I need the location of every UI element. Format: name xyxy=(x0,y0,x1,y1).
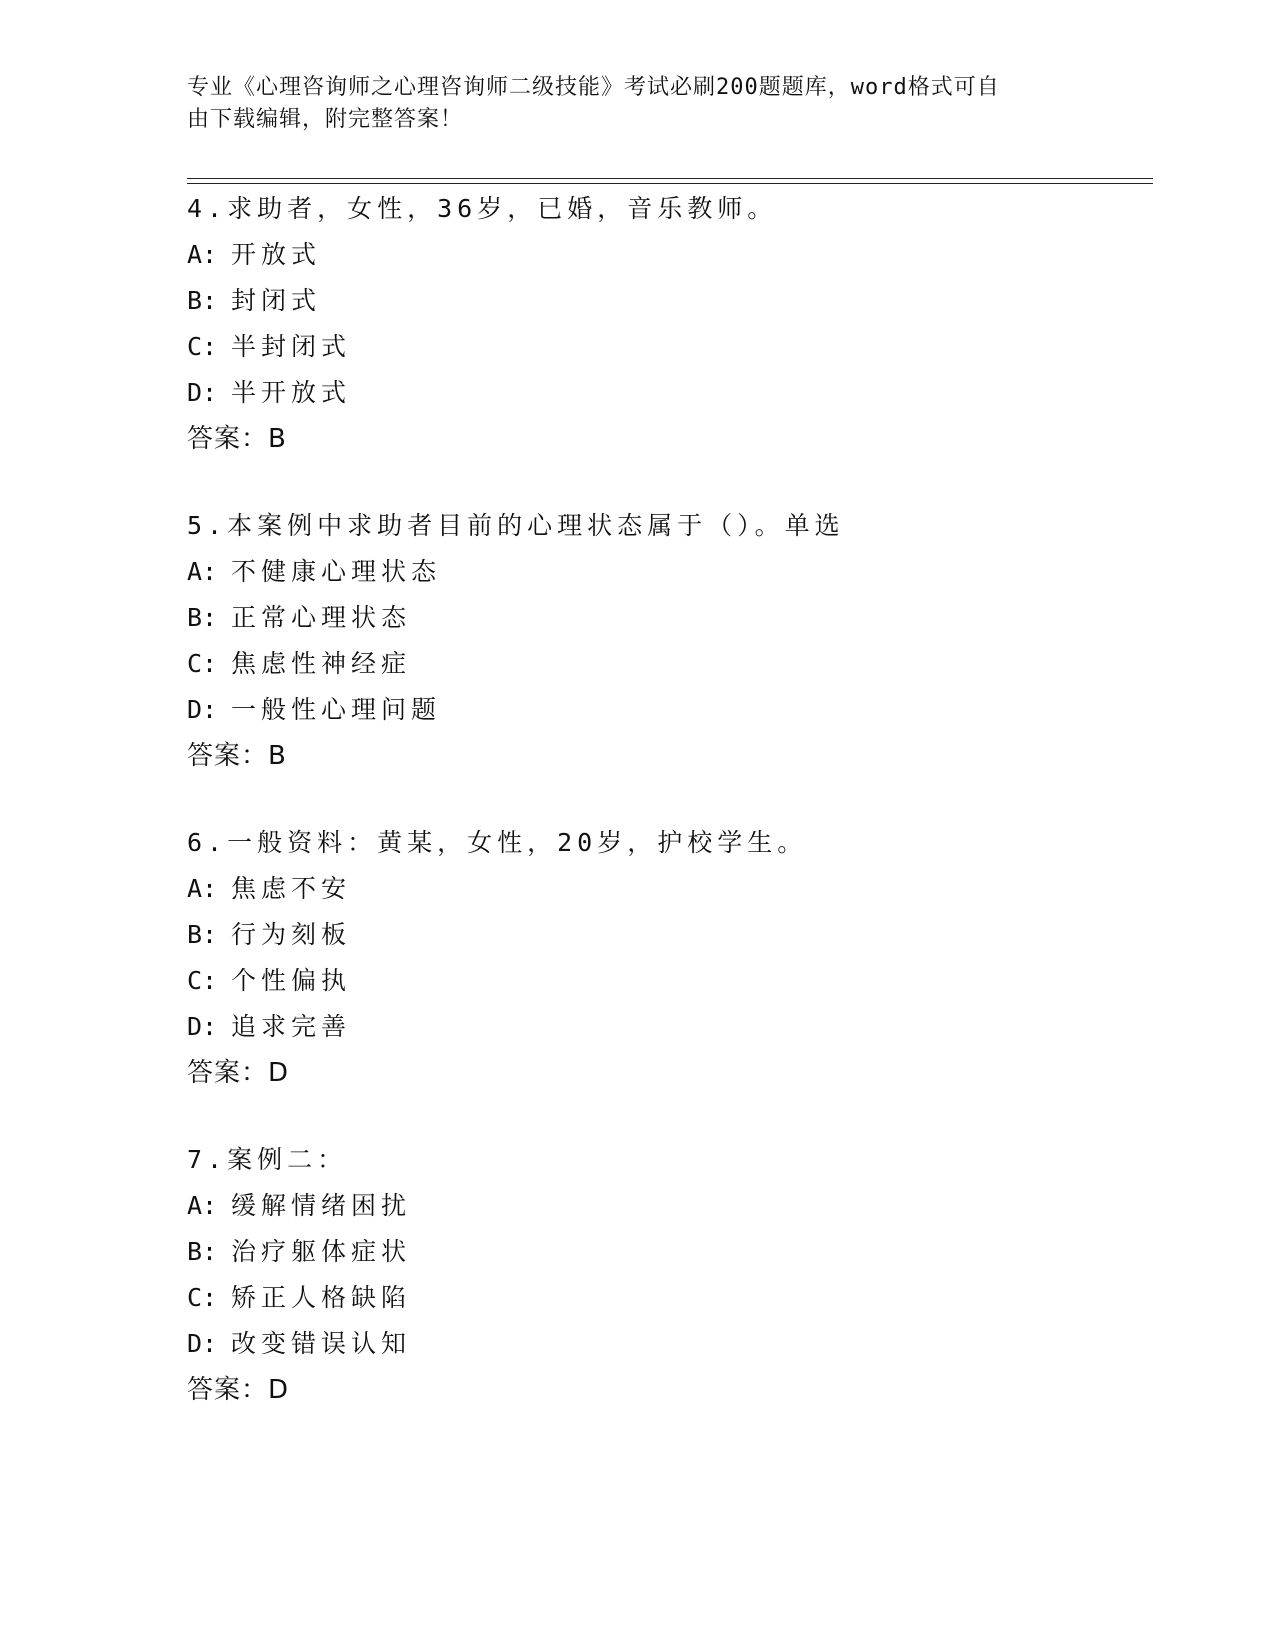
option-b xyxy=(187,595,1087,641)
option-prefix: A: xyxy=(187,240,218,269)
question-4 xyxy=(187,186,1087,462)
option-text: 改变错误认知 xyxy=(231,1329,412,1358)
option-prefix: D: xyxy=(187,1012,218,1041)
option-prefix: A: xyxy=(187,557,218,586)
option-c xyxy=(187,324,1087,370)
option-prefix: D: xyxy=(187,1329,218,1358)
header-divider-top xyxy=(187,178,1153,179)
option-text: 缓解情绪困扰 xyxy=(231,1191,412,1220)
question-stem: 5.本案例中求助者目前的心理状态属于（）。单选 xyxy=(187,511,845,540)
option-text: 焦虑性神经症 xyxy=(231,649,412,678)
question-7 xyxy=(187,1137,1087,1413)
option-text: 不健康心理状态 xyxy=(231,557,442,586)
option-d xyxy=(187,1004,1087,1050)
option-prefix: C: xyxy=(187,966,218,995)
option-text: 开放式 xyxy=(231,240,322,269)
option-text: 封闭式 xyxy=(231,286,322,315)
answer-line: 答案：B xyxy=(187,424,287,454)
header-line-2: 由下载编辑，附完整答案！ xyxy=(187,107,464,132)
header-divider-bottom xyxy=(187,183,1153,184)
option-text: 焦虑不安 xyxy=(231,874,352,903)
option-text: 行为刻板 xyxy=(231,920,352,949)
option-b xyxy=(187,278,1087,324)
option-d xyxy=(187,687,1087,733)
option-c xyxy=(187,641,1087,687)
option-b xyxy=(187,1229,1087,1275)
option-prefix: B: xyxy=(187,286,218,315)
option-prefix: D: xyxy=(187,378,218,407)
option-prefix: C: xyxy=(187,649,218,678)
option-text: 半开放式 xyxy=(231,378,352,407)
header-line-1: 专业《心理咨询师之心理咨询师二级技能》考试必刷200题题库，word格式可自 xyxy=(187,75,1000,100)
option-prefix: D: xyxy=(187,695,218,724)
option-b xyxy=(187,912,1087,958)
option-prefix: A: xyxy=(187,1191,218,1220)
option-a xyxy=(187,549,1087,595)
option-prefix: B: xyxy=(187,603,218,632)
option-prefix: B: xyxy=(187,920,218,949)
option-c xyxy=(187,958,1087,1004)
answer-line: 答案：D xyxy=(187,1058,290,1088)
answer-line: 答案：B xyxy=(187,741,287,771)
option-c xyxy=(187,1275,1087,1321)
option-text: 一般性心理问题 xyxy=(231,695,442,724)
option-prefix: A: xyxy=(187,874,218,903)
option-d xyxy=(187,370,1087,416)
option-prefix: C: xyxy=(187,1283,218,1312)
document-header xyxy=(187,72,1067,136)
option-a xyxy=(187,866,1087,912)
question-6 xyxy=(187,820,1087,1096)
question-stem: 6.一般资料：黄某，女性，20岁，护校学生。 xyxy=(187,828,808,857)
question-5 xyxy=(187,503,1087,779)
option-text: 个性偏执 xyxy=(231,966,352,995)
question-stem: 7.案例二： xyxy=(187,1145,348,1174)
option-a xyxy=(187,232,1087,278)
option-a xyxy=(187,1183,1087,1229)
option-text: 追求完善 xyxy=(231,1012,352,1041)
option-prefix: B: xyxy=(187,1237,218,1266)
option-d xyxy=(187,1321,1087,1367)
option-text: 矫正人格缺陷 xyxy=(231,1283,412,1312)
option-text: 半封闭式 xyxy=(231,332,352,361)
option-text: 治疗躯体症状 xyxy=(231,1237,412,1266)
option-text: 正常心理状态 xyxy=(231,603,412,632)
answer-line: 答案：D xyxy=(187,1375,290,1405)
option-prefix: C: xyxy=(187,332,218,361)
question-stem: 4.求助者，女性，36岁，已婚，音乐教师。 xyxy=(187,194,778,223)
